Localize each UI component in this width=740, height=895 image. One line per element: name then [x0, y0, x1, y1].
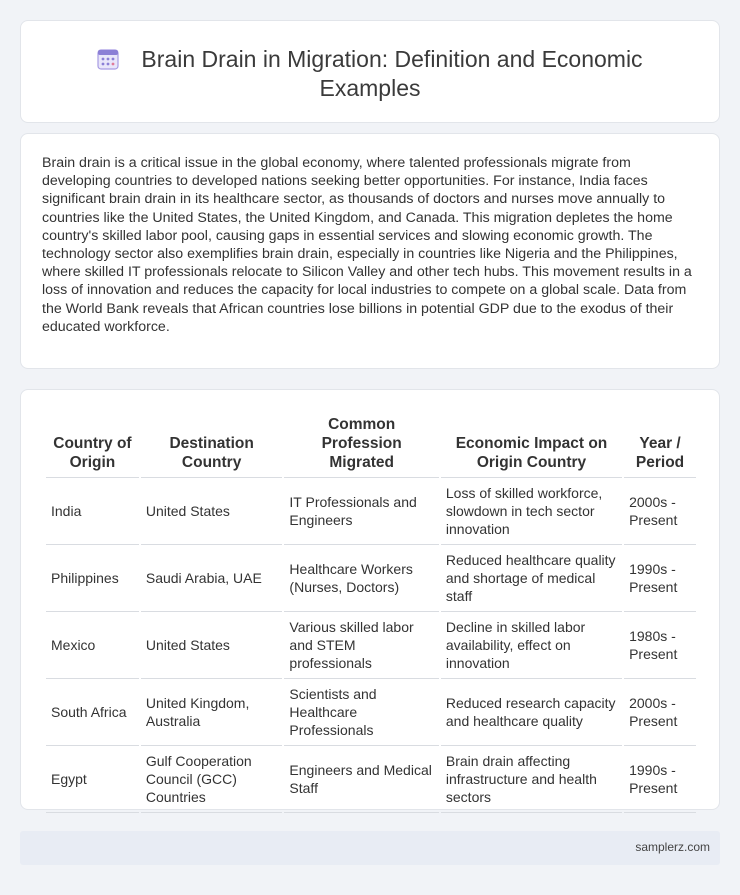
table-row [46, 679, 696, 746]
table-cell: United States [141, 478, 283, 545]
table-cell: Healthcare Workers (Nurses, Doctors) [284, 545, 438, 612]
table-cell: Reduced research capacity and healthcare quality [441, 679, 622, 746]
title-card [20, 20, 720, 123]
table-cell: Engineers and Medical Staff [284, 746, 438, 813]
table-cell: India [46, 478, 139, 545]
table-cell: Egypt [46, 746, 139, 813]
table-cell: Reduced healthcare quality and shortage of medical staff [441, 545, 622, 612]
calendar-grid-icon [97, 48, 119, 70]
table-cell: 1990s - Present [624, 545, 696, 612]
table-cell: Brain drain affecting infrastructure and health sectors [441, 746, 622, 813]
page-title-text: Brain Drain in Migration: Definition and Economic Examples [141, 46, 643, 101]
table-row [46, 612, 696, 679]
intro-card [20, 133, 720, 369]
brain-drain-table [44, 412, 698, 813]
column-header: Destination Country [141, 412, 283, 478]
table-cell: Decline in skilled labor availability, effect on innovation [441, 612, 622, 679]
page-title [21, 45, 719, 103]
column-header: Economic Impact on Origin Country [441, 412, 622, 478]
table-cell: United States [141, 612, 283, 679]
table-row [46, 478, 696, 545]
table-cell: Mexico [46, 612, 139, 679]
column-header: Common Profession Migrated [284, 412, 438, 478]
table-cell: 1990s - Present [624, 746, 696, 813]
table-header-row [46, 412, 696, 478]
column-header: Country of Origin [46, 412, 139, 478]
table-cell: Gulf Cooperation Council (GCC) Countries [141, 746, 283, 813]
table-cell: Philippines [46, 545, 139, 612]
intro-paragraph: Brain drain is a critical issue in the global economy, where talented professionals migrate from developing countries to developed nations seeking better opportunities. For instance, India faces significant brain drain in its healthcare sector, as thousands of doctors and nurses move annually to countries like the United States, the United Kingdom, and Canada. This migration depletes the home country's skilled labor pool, causing gaps in essential services and slowing economic growth. The technology sector also exemplifies brain drain, especially in countries like Nigeria and the Philippines, where skilled IT professionals relocate to Silicon Valley and other tech hubs. This movement results in a loss of innovation and reduces the capacity for local industries to compete on a global scale. Data from the World Bank reveals that African countries lose billions in potential GDP due to the exodus of their educated workforce. [42, 155, 692, 335]
column-header: Year / Period [624, 412, 696, 478]
table-cell: 2000s - Present [624, 679, 696, 746]
table-cell: IT Professionals and Engineers [284, 478, 438, 545]
table-cell: 2000s - Present [624, 478, 696, 545]
table-row [46, 746, 696, 813]
table-cell: South Africa [46, 679, 139, 746]
table-cell: Loss of skilled workforce, slowdown in tech sector innovation [441, 478, 622, 545]
footer-site-link[interactable]: samplerz.com [635, 840, 710, 854]
table-cell: United Kingdom, Australia [141, 679, 283, 746]
table-card [20, 389, 720, 810]
table-row [46, 545, 696, 612]
table-cell: Various skilled labor and STEM professionals [284, 612, 438, 679]
table-cell: Scientists and Healthcare Professionals [284, 679, 438, 746]
footer-bar [20, 831, 720, 865]
table-cell: 1980s - Present [624, 612, 696, 679]
table-cell: Saudi Arabia, UAE [141, 545, 283, 612]
